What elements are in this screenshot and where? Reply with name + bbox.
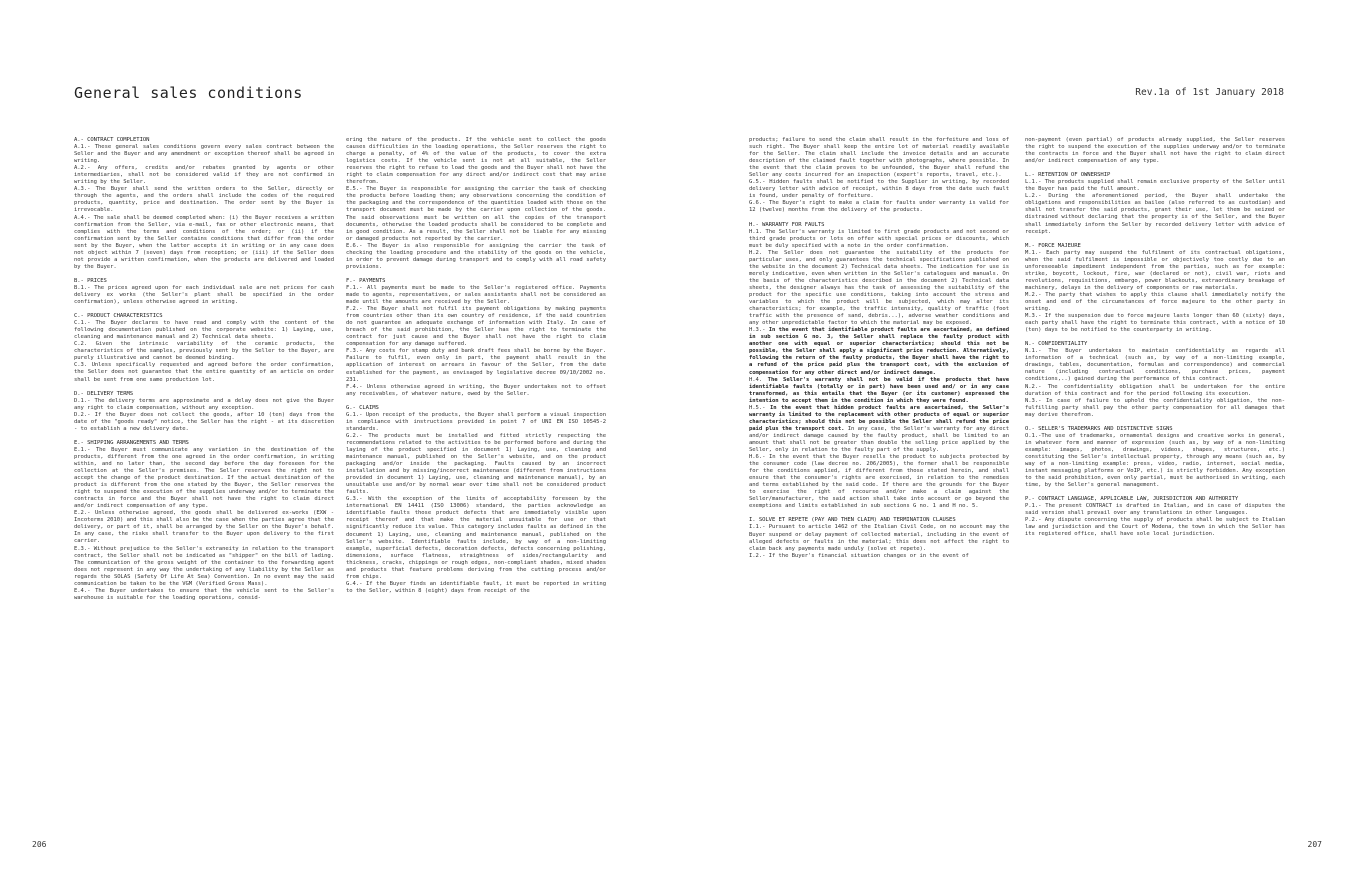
clause-paragraph: M.1.- Each party may suspend the fulfilment of its contractual obligations, when the said fulfilment is impossible or objectively too costly due to an unforeseeable impediment independent from the parties, such as for example: strike, boycott, lockout, fire, war (declared or not), civil war, riots and revolutions, requisitions, embargo, power blackouts, extraordinary breakage of machinery, delays in the delivery of components or raw materials. — [1025, 249, 1285, 291]
section-heading: L.- RETENTION OF OWNERSHIP — [1025, 172, 1111, 179]
clause-paragraph: F.4.- Unless otherwise agreed in writing, the Buyer undertakes not to offset any receivables, of whatever nature, owed by the Seller. — [346, 383, 606, 397]
clause-paragraph: H.2. The Seller does not guarantee the suitability of the products for particular uses, and only guarantees the technical specifications published on the website in the document 2) Technical data sheets. The indication for use is merely indicative, even when written in the Seller's catalogues and manuals. On the basis of the characteristics described in the document 2) Technical data sheets, the designer always has the task of assessing the suitability of the product for the specific use conditions, taking into account the stress and variables to which the product will be subjected, which may alter its characteristics; for example, the traffic intensity, quality of traffic (foot traffic with the presence of sand, debris...), adverse weather conditions and any other unpredictable factor to which the material may be exposed. — [749, 249, 1009, 327]
clause-text: In any case, the Seller's warranty for any direct and/or indirect damage caused by the faulty product, shall be limited to an amount that shall not be greater than double the selling price applied by the Seller, only in relation to the faulty part of the supply. — [749, 425, 1009, 454]
clause-paragraph: L.2.- During the aforementioned period, the Buyer shall undertake the obligations and responsibilities as bailee (also referred to as custodian) and shall not transfer the said products, grant their use, let them be seized or distrained without declaring that the property is of the Seller, and the Buyer shall immediately inform the Seller by recorded delivery letter with advice of receipt. — [1025, 193, 1285, 235]
page-number-left: 206 — [32, 840, 47, 849]
section-heading: I. SOLVE ET REPETE (PAY AND THEN CLAIM) AND TERMINATION CLAUSES — [749, 517, 956, 524]
clause-paragraph: H.6.- In the event that the Buyer resells the product to subjects protected by the consumer code (law decree no. 206/2005), the former shall be responsible for the conditions applied, if different from those stated herein, and shall ensure that the consumer's rights are exercised, in relation to the remedies and terms established by the said code. If there are the grounds for the Buyer to exercise the right of recourse and/or make a claim against the Seller/manufacturer, the said action shall take into account or go beyond the exemptions and limits established in sub sections G no. 1 and H no. 5. — [749, 454, 1009, 510]
clause-paragraph: F.1.- All payments must be made to the Seller's registered office. Payments made to agents, representatives, or sales assistants shall not be considered as made until the amounts are received by the Seller. — [346, 284, 606, 306]
clause-paragraph: H.1. The Seller's warranty is limited to first grade products and not second or third grade products or lots on offer with special prices or discounts, which must be duly specified with a note in the order confirmation. — [749, 228, 1009, 249]
clause-paragraph: E.2.- Unless otherwise agreed, the goods shall be delivered ex-works (EXW - Incoterms 2010) and this shall also be the case when the parties agree that the delivery, or part of it, shall be arranged by the Seller on the Buyer's behalf. In any case, the risks shall transfer to the Buyer upon delivery to the first carrier. — [74, 510, 334, 545]
clause-paragraph: non-payment (even partial) of products already supplied, the Seller reserves the right to suspend the execution of the supplies underway and/or to terminate the contracts in force and the Buyer shall not have the right to claim direct and/or indirect compensation of any type. — [1025, 137, 1285, 165]
clause-paragraph: A.1.- These general sales conditions govern every sales contract between the Seller and the Buyer and any amendment or exception thereof shall be agreed in writing. — [74, 144, 334, 165]
clause-paragraph — [749, 377, 1009, 405]
clause-paragraph: D.1.- The delivery terms are approximate and a delay does not give the Buyer any right to claim compensation, without any exception. — [74, 397, 334, 411]
clause-paragraph: P.1.- The present CONTRACT is drafted in Italian, and in case of disputes the said version shall prevail over any translations in other languages. — [1025, 503, 1285, 517]
section-heading: B.- PRICES — [74, 277, 107, 284]
section-heading: P.- CONTRACT LANGUAGE, APPLICABLE LAW, JURISDICTION AND AUTHORITY — [1025, 496, 1239, 503]
clause-paragraph: F.3.- Any costs for stamp duty and bank draft fees shall be borne by the Buyer. Failure to fulfil, even only in part, the payment shall result in the application of interest on arrears in favour of the Seller, from the date established for the payment, as envisaged by legislative decree 09/10/2002 no. 231. — [346, 348, 606, 383]
clause-paragraph: A.4.- The sale shall be deemed completed when: (i) the Buyer receives a written confirmation from the Seller, via e-mail, fax or other electronic means, that complies with the terms and conditions of the order; or (ii) if the confirmation sent by the Seller contains conditions that differ from the order sent by the Buyer, when the latter accepts it in writing or in any case does not object within 7 (seven) days from reception; or (iii) if the Seller does not provide a written confirmation, when the products are delivered and loaded by the Buyer. — [74, 214, 334, 270]
clause-paragraph: C.2. Given the intrinsic variability of the ceramic products, the characteristics of the samples, previously sent by the Seller to the Buyer, are purely illustrative and cannot be deemed binding. — [74, 341, 334, 362]
clause-paragraph: F.2.- The Buyer shall not fulfil its payment obligations by making payments from countries other than its own country of residence, if the said countries do not guarantee an adequate exchange of information with Italy. In case of breach of the said prohibition, the Seller has the right to terminate the contract for just cause and the Buyer shall not have the right to claim compensation for any damage suffered. — [346, 306, 606, 348]
section-heading: F.- PAYMENTS — [346, 277, 386, 284]
clause-number: H.5.- — [749, 404, 770, 411]
clause-paragraph: N.1.- The Buyer undertakes to maintain confidentiality as regards all information of a technical (such as, by way of a non-limiting example, drawings, tables, documentation, formulas and correspondence) and commercial nature (including contractual conditions, purchase prices, payment conditions,..) gained during the performance of this contract. — [1025, 348, 1285, 383]
clause-bold-text: The Seller's warranty shall not be valid if the products that have identifiable faults (totally or in part) have been used and/ or in any case transformed, as this entails that the Buyer (or its customer) expressed the intention to accept them in the condition in which they were found. — [749, 376, 1009, 404]
clause-paragraph: M.2.- The party that wishes to apply this clause shall immediately notify the onset and end of the circumstances of force majeure to the other party in writing. — [1025, 291, 1285, 313]
clause-paragraph: I.1.- Pursuant to article 1462 of the Italian Civil Code, on no account may the Buyer suspend or delay payment of collected material, including in the event of alleged defects or faults in the material; this does not affect the right to claim back any payments made unduly (solve et repete). — [749, 524, 1009, 552]
text-column-4 — [1025, 137, 1285, 538]
clause-paragraph: A.3.- The Buyer shall send the written orders to the Seller, directly or through the agents, and the orders shall include the codes of the required products, quantity, price and destination. The order sent by the Buyer is irrevocable. — [74, 186, 334, 214]
clause-paragraph: G.3.- With the exception of the limits of acceptability foreseen by the international EN 14411 (ISO 13006) standard, the parties acknowledge as identifiable faults those product defects that are immediately visible upon receipt thereof and that make the material unsuitable for use or that significantly reduce its value. This category includes faults as defined in the document 1) Laying, use, cleaning and maintenance manual, published on the Seller's website. Identifiable faults include, by way of a non-limiting example, superficial defects, decoration defects, defects concerning polishing, dimensions, surface flatness, straightness of sides/rectangularity and thickness, cracks, chippings or rough edges, non-compliant shades, mixed shades and products that feature problems deriving from the cutting process and/or from chips. — [346, 496, 606, 580]
section-heading: C.- PRODUCT CHARACTERISTICS — [74, 313, 163, 320]
clause-paragraph: B.1.- The prices agreed upon for each individual sale are net prices for cash delivery ex works (the Seller's plant shall be specified in the order confirmation), unless otherwise agreed in writing. — [74, 284, 334, 306]
clause-paragraph: D.2.- If the Buyer does not collect the goods, after 10 (ten) days from the date of the "goods ready" notice, the Seller has the right - at its discretion - to establish a new delivery date. — [74, 411, 334, 432]
text-column-2 — [346, 137, 606, 595]
clause-paragraph: L.1.- The products supplied shall remain exclusive property of the Seller until the Buyer has paid the full amount. — [1025, 179, 1285, 193]
clause-paragraph: C.1.- The Buyer declares to have read and comply with the content of the following documentation published on the corporate website: 1) Laying, use, cleaning and maintenance manual and 2) Technical data sheets. — [74, 320, 334, 341]
clause-paragraph: O.1.-The use of trademarks, ornamental designs and creative works in general, in whatever form and manner of expression (such as, by way of a non-limiting example: images, photos, drawings, videos, shapes, structures, etc.) constituting the Seller's intellectual property, through any means (such as, by way of a non-limiting example: press, video, radio, internet, social media, instant messaging platforms or VoIP, etc.) is strictly forbidden. Any exception to the said prohibition, even only partial, must be authorised in writing, each time, by the Seller's general management. — [1025, 432, 1285, 489]
clause-paragraph: G.2.- The products must be installed and fitted strictly respecting the recommendations related to the activities to be performed before and during the laying of the product specified in document 1) Laying, use, cleaning and maintenance manual, published on the Seller's website, and on the product packaging and/or inside the packaging. Faults caused by an incorrect installation and by missing/incorrect maintenance (different from instructions provided in document 1) Laying, use, cleaning and maintenance manual), by an unsuitable use and/or by normal wear over time shall not be considered product faults. — [346, 432, 606, 496]
clause-paragraph: A.2.- Any offers, credits and/or rebates granted by agents or other intermediaries, shall not be considered valid if they are not confirmed in writing by the Seller. — [74, 165, 334, 186]
clause-paragraph: E.5.- The Buyer is responsible for assigning the carrier the task of checking the products before loading them; any observations concerning the condition of the packaging and the correspondence of the quantities loaded with those on the transport document must be made by the carrier upon collection of the goods. The said observations must be written on all the copies of the transport documents, otherwise the loaded products shall be considered to be complete and in good condition. As a result, the Seller shall not be liable for any missing or damaged products not reported by the carrier. — [346, 186, 606, 242]
section-heading: M.- FORCE MAJEURE — [1025, 242, 1081, 249]
clause-paragraph: ering the nature of the products. If the vehicle sent to collect the goods causes difficulties in the loading operations, the Seller reserves the right to charge a penalty, of 4% of the value of the products, to cover the extra logistics costs. If the vehicle sent is not at all suitable, the Seller reserves the right to refuse to load the goods and the Buyer shall not have the right to claim compensation for any direct and/or indirect cost that may arise therefrom. — [346, 137, 606, 186]
clause-paragraph: P.2.- Any dispute concerning the supply of products shall be subject to Italian law and jurisdiction and the Court of Modena, the town in which the Seller has its registered office, shall have sole local jurisdiction. — [1025, 517, 1285, 538]
clause-bold-text: In the event that identifiable product faults are ascertained, as defined in sub section G no. 3, the Seller shall replace the faulty product with another one with equal or superior characteristics; should this not be possible, the Seller shall apply a significant price reduction. Alternatively, following the return of the faulty products, the Buyer shall have the right to a refund of the price paid plus the transport cost, with the exclusion of compensation for any other direct and/or indirect damage. — [749, 327, 1009, 376]
section-heading: O.- SELLER'S TRADEMARKS AND DISTINCTIVE SIGNS — [1025, 425, 1173, 432]
page-number-right: 207 — [1307, 840, 1322, 849]
clause-paragraph: G.5.- Hidden faults shall be notified to the Supplier in writing, by recorded delivery letter with advice of receipt, within 8 days from the date such fault is found, under penalty of forfeiture. — [749, 179, 1009, 200]
section-heading: D.- DELIVERY TERMS — [74, 390, 134, 397]
clause-paragraph — [749, 327, 1009, 376]
clause-paragraph: N.2.- The confidentiality obligation shall be undertaken for the entire duration of this contract and for the period following its execution. — [1025, 383, 1285, 397]
clause-paragraph: G.6.- The Buyer's right to make a claim for faults under warranty is valid for 12 (twelve) months from the delivery of the products. — [749, 200, 1009, 214]
clause-paragraph: products; failure to send the claim shall result in the forfeiture and loss of such right. The Buyer shall keep the entire lot of material readily available for the Seller. The claim shall include the invoice details and an accurate description of the claimed fault together with photographs, where possible. In the event that the claim proves to be unfounded, the Buyer shall refund the Seller any costs incurred for an inspection (expert's reports, travel, etc.). — [749, 137, 1009, 179]
clause-bold-text: In the event that hidden product faults are ascertained, the Seller's warranty is limited to the replacement with other products of equal or superior characteristics; should this not be possible the Seller shall refund the price paid plus the transport cost. — [749, 404, 1009, 432]
section-heading: N.- CONFIDENTIALITY — [1025, 341, 1088, 348]
clause-paragraph: E.6.- The Buyer is also responsible for assigning the carrier the task of checking the loading procedure and the stability of the goods on the vehicle, in order to prevent damage during transport and to comply with all road safety provisions. — [346, 242, 606, 270]
clause-paragraph: E.1.- The Buyer must communicate any variation in the destination of the products, different from the one agreed in the order confirmation, in writing within, and no later than, the second day before the day foreseen for the collection at the Seller's premises. The Seller reserves the right not to accept the change of the product destination. If the actual destination of the product is different from the one stated by the Buyer, the Seller reserves the right to suspend the execution of the supplies underway and/or to terminate the contracts in force and the Buyer shall not have the right to claim direct and/or indirect compensation of any type. — [74, 446, 334, 510]
document-title: General sales conditions — [74, 84, 303, 102]
text-column-1 — [74, 137, 334, 602]
clause-paragraph: C.3. Unless specifically requested and agreed before the order confirmation, the Seller does not guarantee that the entire quantity of an article on order shall be sent from one same production lot. — [74, 362, 334, 383]
clause-paragraph — [749, 405, 1009, 454]
clause-paragraph: E.4.- The Buyer undertakes to ensure that the vehicle sent to the Seller's warehouse is suitable for the loading operations, consid- — [74, 587, 334, 601]
section-heading: G.- CLAIMS — [346, 404, 379, 411]
clause-number: H.4. — [749, 376, 768, 383]
clause-paragraph: E.3.- Without prejudice to the Seller's extraneity in relation to the transport contract, the Seller shall not be indicated as "shipper" on the bill of lading. The communication of the gross weight of the container to the forwarding agent does not represent in any way the undertaking of any liability by the Seller as regards the SOLAS (Safety Of Life At Sea) Convention. In no event may the said communication be taken to be the VGM (Verified Gross Mass). — [74, 545, 334, 587]
clause-number: H.3.- — [749, 327, 769, 334]
revision-label: Rev.1a of 1st January 2018 — [1135, 87, 1284, 98]
section-heading: E.- SHIPPING ARRANGEMENTS AND TERMS — [74, 439, 189, 446]
text-column-3 — [749, 137, 1009, 560]
clause-paragraph: N.3.- In case of failure to uphold the confidentiality obligation, the non-fulfilling party shall pay the other party compensation for all damages that may derive therefrom. — [1025, 397, 1285, 418]
section-heading: H.- WARRANTY FOR FAULTS — [749, 221, 825, 228]
clause-paragraph: I.2.- If the Buyer's financial situation changes or in the event of — [749, 552, 969, 559]
clause-paragraph: M.3.- If the suspension due to force majeure lasts longer than 60 (sixty) days, each party shall have the right to terminate this contract, with a notice of 10 (ten) days to be notified to the counterparty in writing. — [1025, 313, 1285, 334]
section-heading: A.- CONTRACT COMPLETION — [74, 137, 150, 143]
clause-paragraph: G.1.- Upon receipt of the products, the Buyer shall perform a visual inspection in compliance with instructions provided in point 7 of UNI EN ISO 10545-2 standards. — [346, 411, 606, 432]
clause-paragraph: G.4.- If the Buyer finds an identifiable fault, it must be reported in writing to the Seller, within 8 (eight) days from receipt of the — [346, 580, 606, 594]
